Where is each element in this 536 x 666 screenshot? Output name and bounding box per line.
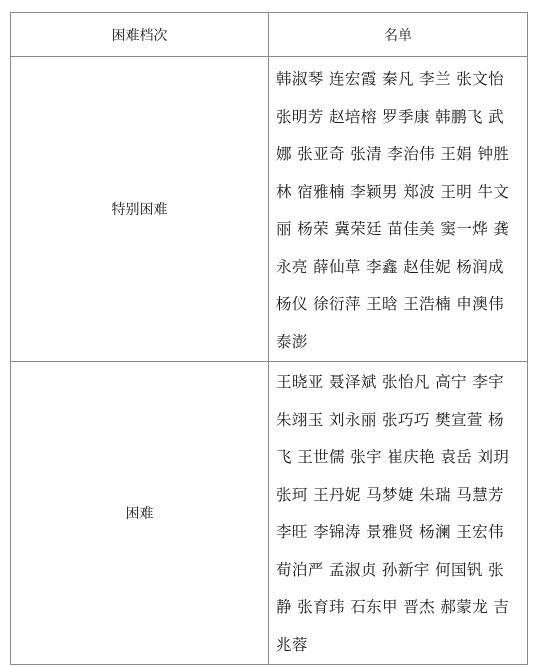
names-cell-special-difficulty: 韩淑琴 连宏霞 秦凡 李兰 张文怡 张明芳 赵培榕 罗季康 韩鹏飞 武娜 张亚奇 张清 李治伟 王娟 钟胜林 宿雅楠 李颖男 郑波 王明 牛文丽 杨荣 冀荣廷 苗佳美 窦一烨 龚永亮 薛仙草 李鑫 赵佳妮 杨润成 杨仪 徐衍萍 王晗 王浩楠 申澳伟 泰澎 — [269, 57, 528, 362]
level-cell-special-difficulty: 特别困难 — [11, 57, 269, 362]
header-level: 困难档次 — [11, 13, 269, 57]
poverty-level-table — [10, 12, 528, 665]
table-row-special-difficulty — [11, 57, 528, 362]
table-header-row — [11, 13, 528, 57]
names-cell-difficulty: 王晓亚 聂泽斌 张怡凡 高宁 李宇 朱翊玉 刘永丽 张巧巧 樊宣萱 杨飞 王世儒 张宇 崔庆艳 袁岳 刘玥 张珂 王丹妮 马梦婕 朱瑞 马慧芳 李旺 李锦涛 景雅贤 杨澜 王宏伟 荀泊严 孟淑贞 孙新宇 何国钒 张静 张育玮 石东甲 晋杰 郝蒙龙 吉兆蓉 — [269, 362, 528, 665]
header-names: 名单 — [269, 13, 528, 57]
table-row-difficulty — [11, 362, 528, 665]
level-cell-difficulty: 困难 — [11, 362, 269, 665]
